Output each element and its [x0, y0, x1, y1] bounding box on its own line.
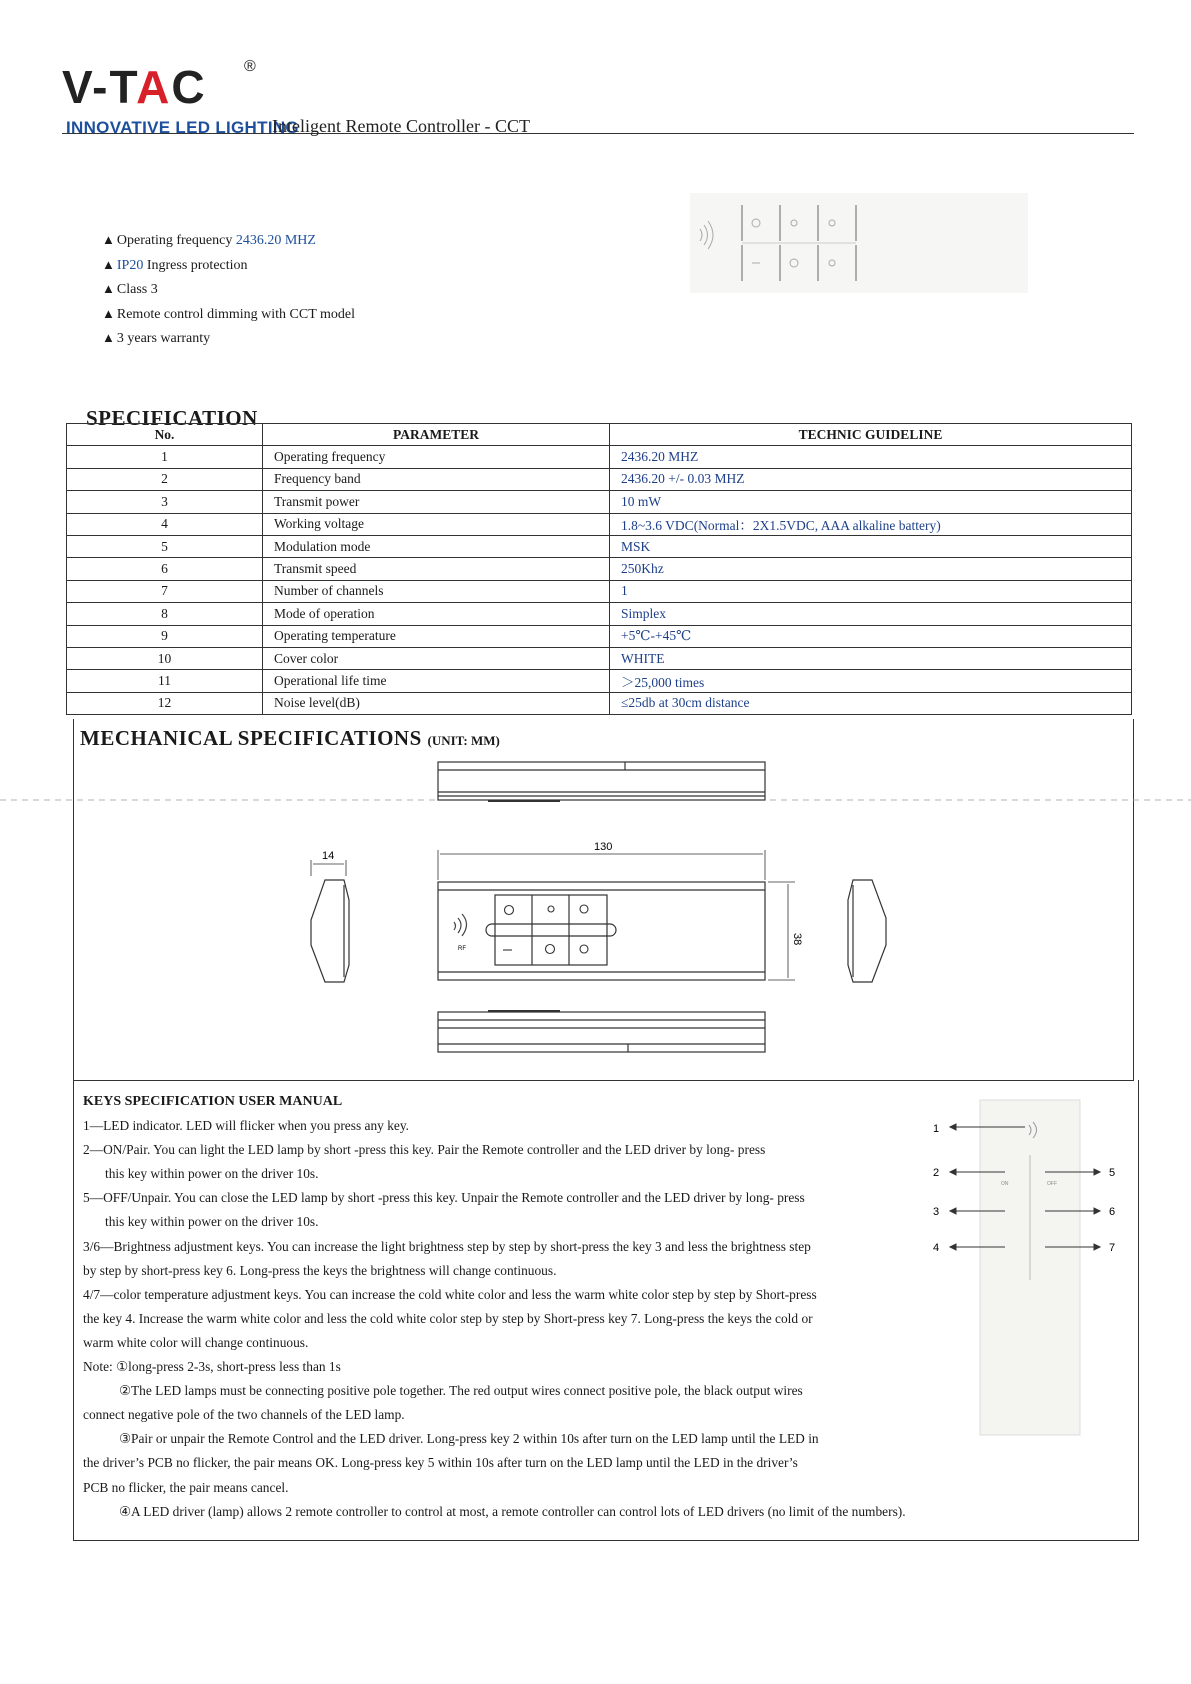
manual-line: ④A LED driver (lamp) allows 2 remote controller to control at most, a remote controller can control lots of LED drivers (no limit of the numbers).: [119, 1503, 906, 1519]
keys-title: KEYS SPECIFICATION USER MANUAL: [83, 1094, 343, 1109]
table-row: 4 Working voltage 1.8~3.6 VDC(Normal：2X1.5VDC, AAA alkaline battery): [67, 513, 1132, 535]
manual-line: 3/6—Brightness adjustment keys. You can increase the light brightness step by step by short-press the key 3 and less the brightness step: [83, 1238, 811, 1254]
manual-line: by step by short-press key 6. Long-press the keys the brightness will change continuous.: [83, 1262, 557, 1278]
manual-line: this key within power on the driver 10s.: [105, 1166, 319, 1182]
triangle-bullet-icon: ▲: [102, 256, 115, 272]
manual-line: 4/7—color temperature adjustment keys. You can increase the cold white color and less the warm white color step by step by Short-press: [83, 1286, 817, 1302]
manual-line: Note: ①long-press 2-3s, short-press less than 1s: [83, 1359, 341, 1375]
on-key-icon: [505, 906, 514, 915]
brightness-down-icon: [546, 945, 555, 954]
table-row: 7 Number of channels 1: [67, 580, 1132, 602]
manual-line: warm white color will change continuous.: [83, 1334, 309, 1350]
diagram-off-label: OFF: [1047, 1181, 1057, 1187]
brand-logo: [62, 58, 256, 113]
spec-title: SPECIFICATION: [86, 406, 258, 430]
col-header-guideline: TECHNIC GUIDELINE: [610, 424, 1132, 446]
feature-item: ▲ 3 years warranty: [102, 330, 211, 346]
document-title: Inteligent Remote Controller - CCT: [272, 116, 530, 136]
registered-mark: ®: [244, 58, 256, 75]
table-row: 10 Cover color WHITE: [67, 647, 1132, 669]
remote-product-photo: [690, 193, 1028, 293]
rf-signal-icon: [454, 914, 467, 936]
diagram-on-label: ON: [1001, 1181, 1009, 1187]
table-row: 11 Operational life time ＞25,000 times: [67, 670, 1132, 692]
feature-item: ▲ Operating frequency 2436.20 MHZ: [102, 232, 316, 248]
dimension-width: 130: [594, 841, 613, 853]
manual-line: ②The LED lamps must be connecting positive pole together. The red output wires connect positive pole, the black output wires: [119, 1383, 803, 1399]
table-row: 9 Operating temperature +5℃-+45℃: [67, 625, 1132, 647]
dimension-depth: 14: [322, 850, 335, 862]
manual-line: 1—LED indicator. LED will flicker when you press any key.: [83, 1118, 410, 1134]
header-divider: [62, 133, 1134, 134]
triangle-bullet-icon: ▲: [102, 281, 115, 296]
spec-header-row: [67, 424, 1132, 446]
table-row: 8 Mode of operation Simplex: [67, 603, 1132, 625]
diagram-key-3: 3: [933, 1206, 940, 1218]
table-row: 6 Transmit speed 250Khz: [67, 558, 1132, 580]
spec-table: [66, 423, 1132, 715]
diagram-key-5: 5: [1109, 1167, 1116, 1179]
col-header-parameter: PARAMETER: [263, 424, 610, 446]
table-row: 2 Frequency band 2436.20 +/- 0.03 MHZ: [67, 468, 1132, 490]
mechanical-unit: (UNIT: MM): [427, 733, 500, 748]
table-row: 5 Modulation mode MSK: [67, 535, 1132, 557]
table-row: 3 Transmit power 10 mW: [67, 491, 1132, 513]
manual-line: PCB no flicker, the pair means cancel.: [83, 1479, 289, 1495]
mechanical-drawing: [0, 740, 1191, 1080]
mechanical-title: MECHANICAL SPECIFICATIONS (UNIT: MM): [80, 726, 500, 750]
manual-line: 2—ON/Pair. You can light the LED lamp by short -press this key. Pair the Remote controller and the LED driver by long- press: [83, 1142, 766, 1158]
feature-item: ▲ Class 3: [102, 281, 158, 297]
warm-white-icon: [580, 945, 588, 953]
rf-label: RF: [458, 946, 466, 952]
brand-tagline: INNOVATIVE LED LIGHTING: [66, 118, 299, 137]
diagram-key-2: 2: [933, 1167, 940, 1179]
triangle-bullet-icon: ▲: [102, 330, 115, 345]
manual-line: the driver’s PCB no flicker, the pair means OK. Long-press key 5 within 10s after turn on the LED lamp until the LED in the driver’s: [83, 1455, 798, 1471]
keys-manual-text: [83, 1090, 1023, 1524]
dimension-height: 38: [791, 933, 803, 946]
triangle-bullet-icon: ▲: [102, 305, 115, 321]
keys-diagram: [925, 1095, 1125, 1445]
brightness-up-icon: [548, 906, 554, 912]
triangle-bullet-icon: ▲: [102, 232, 115, 247]
feature-list: [102, 228, 355, 351]
feature-item: ▲ Remote control dimming with CCT model: [102, 305, 355, 322]
diagram-key-7: 7: [1109, 1242, 1116, 1254]
cold-white-icon: [580, 905, 588, 913]
table-row: 1 Operating frequency 2436.20 MHZ: [67, 446, 1132, 468]
manual-line: 5—OFF/Unpair. You can close the LED lamp by short -press this key. Unpair the Remote controller and the LED driver by long- press: [83, 1190, 805, 1206]
brand-name: V-TAC: [62, 61, 207, 113]
diagram-key-1: 1: [933, 1123, 940, 1135]
diagram-key-6: 6: [1109, 1206, 1116, 1218]
manual-line: this key within power on the driver 10s.: [105, 1214, 319, 1230]
diagram-key-4: 4: [933, 1242, 940, 1254]
manual-line: ③Pair or unpair the Remote Control and the LED driver. Long-press key 2 within 10s after turn on the LED lamp until the LED in: [119, 1431, 819, 1447]
col-header-no: No.: [67, 424, 263, 446]
manual-line: the key 4. Increase the warm white color and less the cold white color step by step by Short-press key 7. Long-press the keys the cold or: [83, 1310, 813, 1326]
manual-line: connect negative pole of the two channels of the LED lamp.: [83, 1407, 405, 1423]
feature-item: ▲ IP20 Ingress protection: [102, 256, 248, 273]
table-row: 12 Noise level(dB) ≤25db at 30cm distance: [67, 692, 1132, 714]
